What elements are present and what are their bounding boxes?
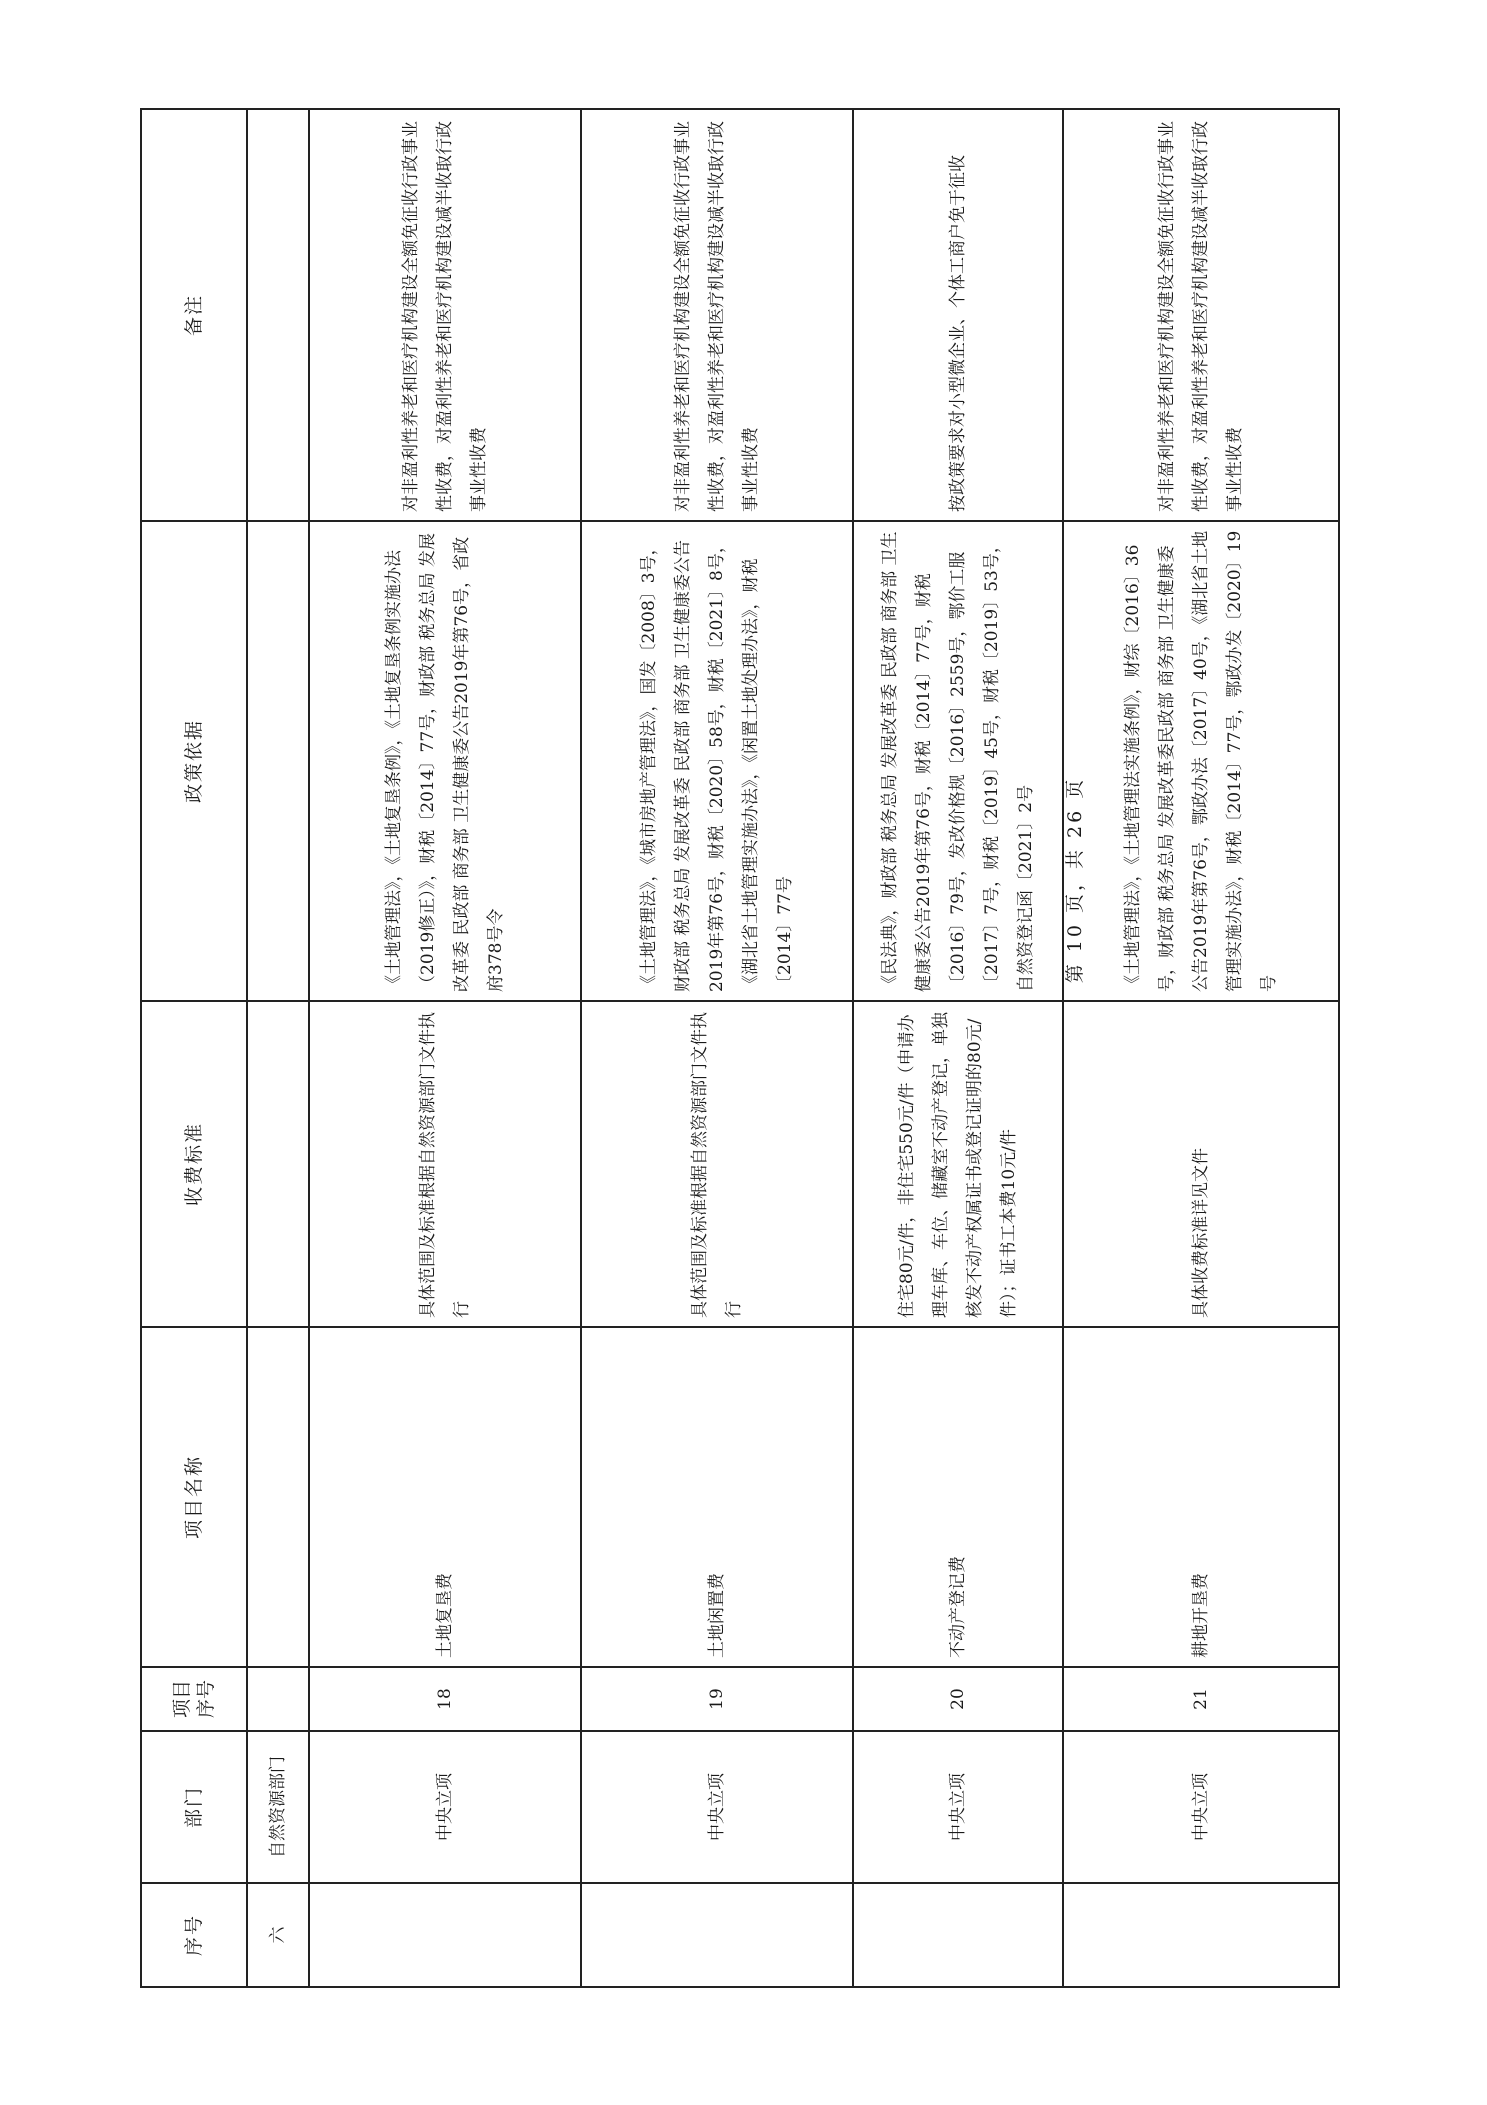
standard-cell: 住宅80元/件，非住宅550元/件（申请办理车库、车位、储藏室不动产登记，单独核发不动产权属证书或登记证明的80元/件）；证书工本费10元/件 bbox=[853, 1001, 1063, 1327]
item-name-cell: 土地闲置费 bbox=[581, 1327, 853, 1667]
header-row bbox=[141, 109, 247, 1987]
section-empty-cell bbox=[247, 1001, 309, 1327]
standard-cell: 具体范围及标准根据自然资源部门文件执行 bbox=[581, 1001, 853, 1327]
seq-cell bbox=[309, 1883, 581, 1987]
item-name-cell: 耕地开垦费 bbox=[1063, 1327, 1339, 1667]
dept-cell: 中央立项 bbox=[853, 1731, 1063, 1883]
section-seq: 六 bbox=[247, 1883, 309, 1987]
page-footer: 第 10 页，共 26 页 bbox=[1064, 776, 1086, 984]
item-seq-cell: 18 bbox=[309, 1667, 581, 1731]
remark-cell: 对非盈利性养老和医疗机构建设全额免征收行政事业性收费，对盈利性养老和医疗机构建设减半收取行政事业性收费 bbox=[1063, 109, 1339, 521]
dept-cell: 中央立项 bbox=[1063, 1731, 1339, 1883]
seq-cell bbox=[853, 1883, 1063, 1987]
basis-cell: 《民法典》，财政部 税务总局 发展改革委 民政部 商务部 卫生健康委公告2019年第76号，财税〔2014〕77号，财税〔2016〕79号，发改价格规〔2016〕2559号，鄂价工服〔2017〕7号，财税〔2019〕45号，财税〔2019〕53号，自然资登记函〔2021〕2号 bbox=[853, 521, 1063, 1001]
section-empty-cell bbox=[247, 521, 309, 1001]
header-seq: 序号 bbox=[141, 1883, 247, 1987]
header-standard: 收费标准 bbox=[141, 1001, 247, 1327]
remark-cell: 对非盈利性养老和医疗机构建设全额免征收行政事业性收费，对盈利性养老和医疗机构建设减半收取行政事业性收费 bbox=[581, 109, 853, 521]
header-basis: 政策依据 bbox=[141, 521, 247, 1001]
table-row bbox=[309, 109, 581, 1987]
dept-cell: 中央立项 bbox=[581, 1731, 853, 1883]
remark-cell: 对非盈利性养老和医疗机构建设全额免征收行政事业性收费，对盈利性养老和医疗机构建设减半收取行政事业性收费 bbox=[309, 109, 581, 521]
basis-cell: 《土地管理法》，《城市房地产管理法》，国发〔2008〕3号，财政部 税务总局 发展改革委 民政部 商务部 卫生健康委公告2019年第76号，财税〔2020〕58号，财税〔2021〕8号，《湖北省土地管理实施办法》，《闲置土地处理办法》，财税〔2014〕77号 bbox=[581, 521, 853, 1001]
dept-cell: 中央立项 bbox=[309, 1731, 581, 1883]
section-empty-cell bbox=[247, 1667, 309, 1731]
fee-table bbox=[140, 108, 1340, 1988]
header-dept: 部门 bbox=[141, 1731, 247, 1883]
item-seq-cell: 20 bbox=[853, 1667, 1063, 1731]
section-empty-cell bbox=[247, 109, 309, 521]
table-row bbox=[581, 109, 853, 1987]
section-row bbox=[247, 109, 309, 1987]
standard-cell: 具体范围及标准根据自然资源部门文件执行 bbox=[309, 1001, 581, 1327]
basis-cell: 《土地管理法》，《土地管理法实施条例》，财综〔2016〕36号，财政部 税务总局 发展改革委民政部 商务部 卫生健康委公告2019年第76号，鄂政办法〔2017〕40号，《湖北省土地管理实施办法》，财税〔2014〕77号，鄂政办发〔2020〕19号 bbox=[1063, 521, 1339, 1001]
item-seq-cell: 21 bbox=[1063, 1667, 1339, 1731]
seq-cell bbox=[581, 1883, 853, 1987]
header-remark: 备注 bbox=[141, 109, 247, 521]
basis-cell: 《土地管理法》，《土地复垦条例》，《土地复垦条例实施办法（2019修正）》，财税〔2014〕77号，财政部 税务总局 发展改革委 民政部 商务部 卫生健康委公告2019年第76号，省政府378号令 bbox=[309, 521, 581, 1001]
table-row bbox=[853, 109, 1063, 1987]
section-dept: 自然资源部门 bbox=[247, 1731, 309, 1883]
item-seq-cell: 19 bbox=[581, 1667, 853, 1731]
section-empty-cell bbox=[247, 1327, 309, 1667]
header-item-seq: 项目序号 bbox=[141, 1667, 247, 1731]
remark-cell: 按政策要求对小型微企业、个体工商户免于征收 bbox=[853, 109, 1063, 521]
standard-cell: 具体收费标准详见文件 bbox=[1063, 1001, 1339, 1327]
item-name-cell: 不动产登记费 bbox=[853, 1327, 1063, 1667]
seq-cell bbox=[1063, 1883, 1339, 1987]
table-row bbox=[1063, 109, 1339, 1987]
item-name-cell: 土地复垦费 bbox=[309, 1327, 581, 1667]
header-item-name: 项目名称 bbox=[141, 1327, 247, 1667]
fee-table-rotated bbox=[140, 110, 1338, 1988]
